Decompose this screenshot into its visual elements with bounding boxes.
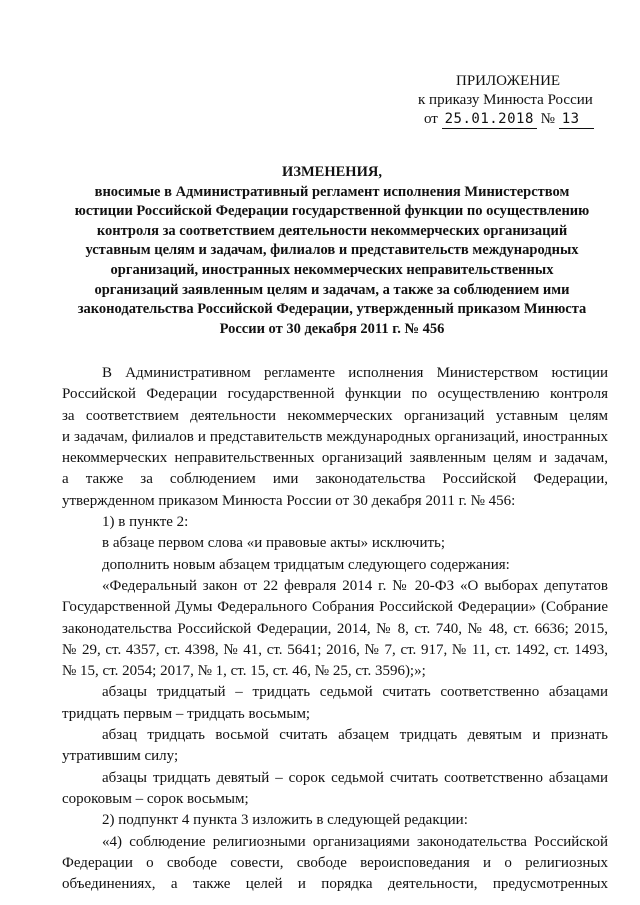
body-line: объединениях, а также целей и порядка деятельности, предусмотренных — [62, 876, 608, 893]
heading-line: уставным целям и задачам, филиалов и представительств международных — [85, 242, 579, 259]
order-number: 13 — [559, 111, 594, 129]
body-line: тридцать первым – тридцать восьмым; — [62, 705, 311, 722]
body-line: 2) подпункт 4 пункта 3 изложить в следующей редакции: — [102, 812, 468, 829]
body-line: № 15, ст. 2054; 2017, № 1, ст. 15, ст. 46, № 25, ст. 3596);»; — [62, 663, 426, 680]
body-line: Федерации о свободе совести, свободе вероисповедания и о религиозных — [62, 854, 608, 871]
heading-line: России от 30 декабря 2011 г. № 456 — [219, 320, 445, 337]
body-line: и задачам, филиалов и представительств международных организаций, иностранных — [62, 428, 608, 445]
appendix-title: ПРИЛОЖЕНИЕ — [456, 73, 561, 89]
body-line: 1) в пункте 2: — [102, 514, 189, 531]
body-line: «Федеральный закон от 22 февраля 2014 г. № 20-ФЗ «О выборах депутатов — [102, 577, 608, 594]
body-line: абзацы тридцатый – тридцать седьмой считать соответственно абзацами — [102, 684, 608, 701]
body-line: абзац тридцать восьмой считать абзацем тридцать девятым и признать — [102, 727, 608, 744]
body-line: некоммерческих неправительственных организаций заявленным целям и задачам, — [62, 450, 608, 467]
order-date: 25.01.2018 — [442, 111, 537, 129]
body-line: утвержденном приказом Минюста России от 30 декабря 2011 г. № 456: — [62, 492, 516, 509]
body-line: а также за соблюдением ими законодательства Российской Федерации, — [62, 471, 608, 488]
order-reference: к приказу Минюста России — [418, 92, 593, 108]
document-body — [62, 363, 608, 895]
body-line: абзацы тридцать девятый – сорок седьмой считать соответственно абзацами — [102, 769, 608, 786]
heading-line: ИЗМЕНЕНИЯ, — [282, 164, 382, 180]
body-line: за соответствием деятельности некоммерческих организаций уставным целям — [62, 407, 608, 424]
heading-line: законодательства Российской Федерации, утвержденный приказом Минюста — [77, 301, 587, 318]
number-prefix: № — [540, 111, 555, 127]
body-line: сороковым – сорок восьмым; — [62, 790, 249, 807]
body-line: законодательства Российской Федерации, 2014, № 8, ст. 740, № 48, ст. 6636; 2015, — [62, 620, 608, 637]
heading-line: юстиции Российской Федерации государственной функции по осуществлению — [74, 203, 590, 220]
body-line: В Административном регламенте исполнения Министерством юстиции — [102, 365, 608, 381]
body-line: дополнить новым абзацем тридцатым следующего содержания: — [102, 556, 510, 573]
body-line: в абзаце первом слова «и правовые акты» исключить; — [102, 535, 446, 552]
body-line: Российской Федерации государственной функции по осуществлению контроля — [62, 386, 608, 403]
document-heading — [62, 163, 602, 339]
heading-line: вносимые в Административный регламент исполнения Министерством — [94, 183, 570, 200]
heading-line: организаций, иностранных некоммерческих неправительственных — [110, 261, 554, 278]
order-date-line — [424, 110, 594, 129]
heading-line: контроля за соответствием деятельности некоммерческих организаций — [96, 222, 568, 239]
body-line: Государственной Думы Федерального Собрания Российской Федерации» (Собрание — [62, 599, 608, 616]
date-prefix: от — [424, 111, 438, 127]
heading-line: организаций заявленным целям и задачам, а также за соблюдением ими — [94, 281, 570, 298]
body-line: № 29, ст. 4357, ст. 4398, № 41, ст. 5641; 2016, № 7, ст. 917, № 11, ст. 1492, ст. 1493, — [62, 641, 608, 658]
body-line: «4) соблюдение религиозными организациями законодательства Российской — [102, 833, 608, 850]
body-line: утратившим силу; — [62, 748, 179, 765]
